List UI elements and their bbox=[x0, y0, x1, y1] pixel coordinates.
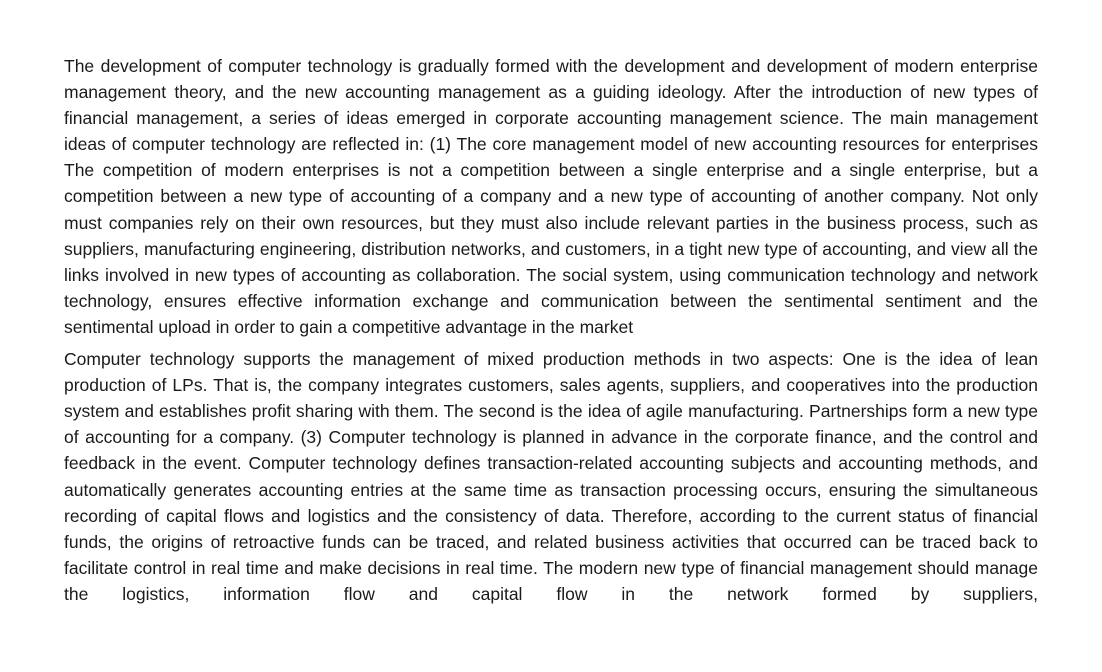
paragraph-1: The development of computer technology is gradually formed with the development and development of modern enterprise management theory, and the new accounting management as a guiding ideology. After the introduction of new types of financial management, a series of ideas emerged in corporate accounting management science. The main management ideas of computer technology are reflected in: (1) The core management model of new accounting resources for enterprises The competition of modern enterprises is not a competition between a single enterprise and a single enterprise, but a competition between a new type of accounting of a company and a new type of accounting of another company. Not only must companies rely on their own resources, but they must also include relevant parties in the business process, such as suppliers, manufacturing engineering, distribution networks, and customers, in a tight new type of accounting, and view all the links involved in new types of accounting as collaboration. The social system, using communication technology and network technology, ensures effective information exchange and communication between the sentimental sentiment and the sentimental upload in order to gain a competitive advantage in the market bbox=[64, 56, 1038, 337]
document-body bbox=[64, 53, 1038, 607]
paragraph-2: Computer technology supports the management of mixed production methods in two aspects: One is the idea of lean production of LPs. That is, the company integrates customers, sales agents, suppliers, and cooperatives into the production system and establishes profit sharing with them. The second is the idea of agile manufacturing. Partnerships form a new type of accounting for a company. (3) Computer technology is planned in advance in the corporate finance, and the control and feedback in the event. Computer technology defines transaction-related accounting subjects and accounting methods, and automatically generates accounting entries at the same time as transaction processing occurs, ensuring the simultaneous recording of capital flows and logistics and the consistency of data. Therefore, according to the current status of financial funds, the origins of retroactive funds can be traced, and related business activities that occurred can be traced back to facilitate control in real time and make decisions in real time. The modern new type of financial management should manage the logistics, information flow and capital flow in the network formed by suppliers, bbox=[64, 349, 1038, 604]
